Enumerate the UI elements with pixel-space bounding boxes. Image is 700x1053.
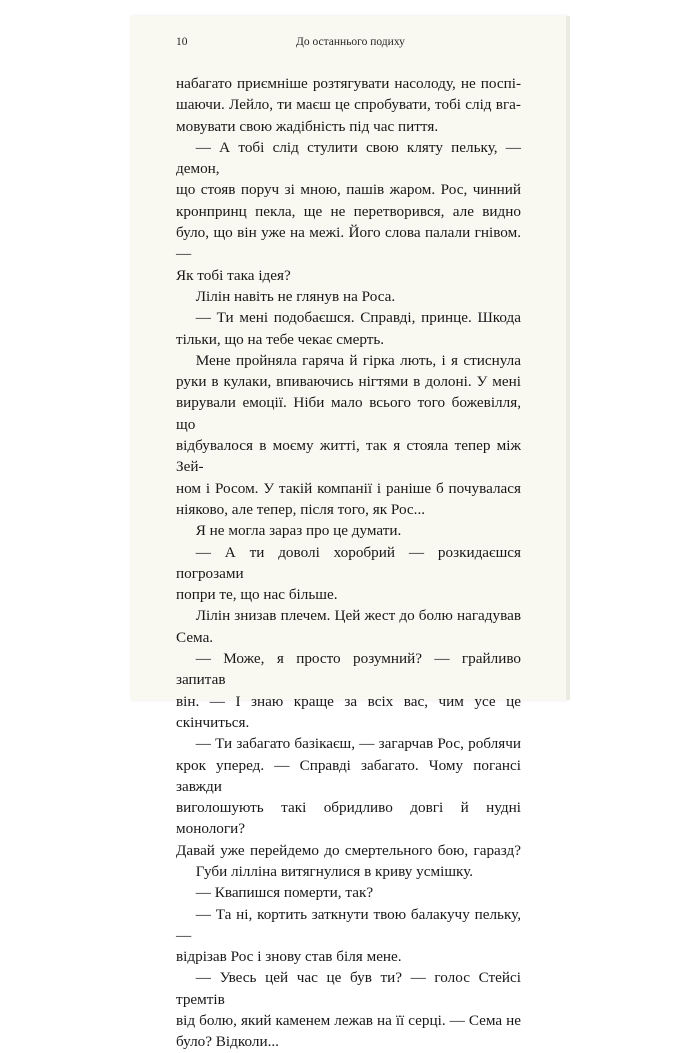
text-line: — А тобі слід стулити свою кляту пельку, — демон, xyxy=(176,138,521,178)
text-line: ніяково, але тепер, після того, як Рос... xyxy=(176,500,426,518)
text-line: попри те, що нас більше. xyxy=(176,586,338,604)
text-line: мовувати свою жадібність під час пиття. xyxy=(176,117,439,135)
running-title: До останнього подиху xyxy=(296,36,405,48)
book-page xyxy=(130,16,566,1051)
page-edge-shadow xyxy=(566,16,570,700)
text-line: ном і Росом. У такій компанії і раніше б почувалася xyxy=(176,479,521,497)
text-line: Губи лілліна витягнулися в криву усмішку. xyxy=(195,862,474,880)
body-text xyxy=(176,73,521,1053)
page-header xyxy=(176,36,521,52)
text-line: Лілін знизав плечем. Цей жест до болю нагадував Сема. xyxy=(176,607,521,646)
text-line: — Та ні, кортить заткнути твою балакучу пельку, — xyxy=(176,905,521,944)
text-line: Лілін навіть не глянув на Роса. xyxy=(195,287,396,305)
text-line: руки в кулаки, впиваючись нігтями в долоні. У мені xyxy=(176,373,521,391)
text-line: вирували емоції. Ніби мало всього того божевілля, що xyxy=(176,394,521,433)
text-line: було? Відколи... xyxy=(176,1033,279,1051)
text-line: — Увесь цей час це був ти? — голос Стейсі тремтів xyxy=(176,969,521,1008)
text-line: тільки, що на тебе чекає смерть. xyxy=(176,330,385,348)
text-line: Як тобі така ідея? xyxy=(176,266,291,284)
text-line: відбувалося в моєму житті, так я стояла тепер між Зей- xyxy=(176,437,521,476)
text-line: було, що він уже на межі. Його слова палали гнівом. — xyxy=(176,224,521,263)
text-line: — Ти забагато базікаєш, — загарчав Рос, роблячи xyxy=(195,735,521,753)
text-line: що стояв поруч зі мною, пашів жаром. Рос, чинний xyxy=(176,181,521,199)
text-line: він. — І знаю краще за всіх вас, чим усе це скінчиться. xyxy=(176,692,521,731)
text-line: кронпринц пекла, ще не перетворився, але видно xyxy=(176,202,521,220)
page-number: 10 xyxy=(176,36,188,48)
text-line: — А ти доволі хоробрий — розкидаєшся погрозами xyxy=(176,543,521,582)
text-line: — Може, я просто розумний? — грайливо запитав xyxy=(176,650,521,689)
text-line: Давай уже перейдемо до смертельного бою, гаразд? xyxy=(176,841,521,859)
text-line: Я не могла зараз про це думати. xyxy=(195,522,402,540)
text-line: — Квапишся померти, так? xyxy=(195,884,374,902)
text-line: відрізав Рос і знову став біля мене. xyxy=(176,948,402,966)
text-line: крок уперед. — Справді забагато. Чому погансі завжди xyxy=(176,756,521,795)
text-line: шаючи. Лейло, ти маєш це спробувати, тобі слід вга- xyxy=(176,96,521,114)
text-line: Мене пройняла гаряча й гірка лють, і я стиснула xyxy=(195,351,521,369)
text-line: від болю, який каменем лежав на її серці. — Сема не xyxy=(176,1012,521,1030)
text-line: набагато приємніше розтягувати насолоду, не поспі- xyxy=(176,75,521,92)
text-line: виголошують такі обридливо довгі й нудні монологи? xyxy=(176,799,521,838)
text-line: — Ти мені подобаєшся. Справді, принце. Шкода xyxy=(195,309,521,327)
